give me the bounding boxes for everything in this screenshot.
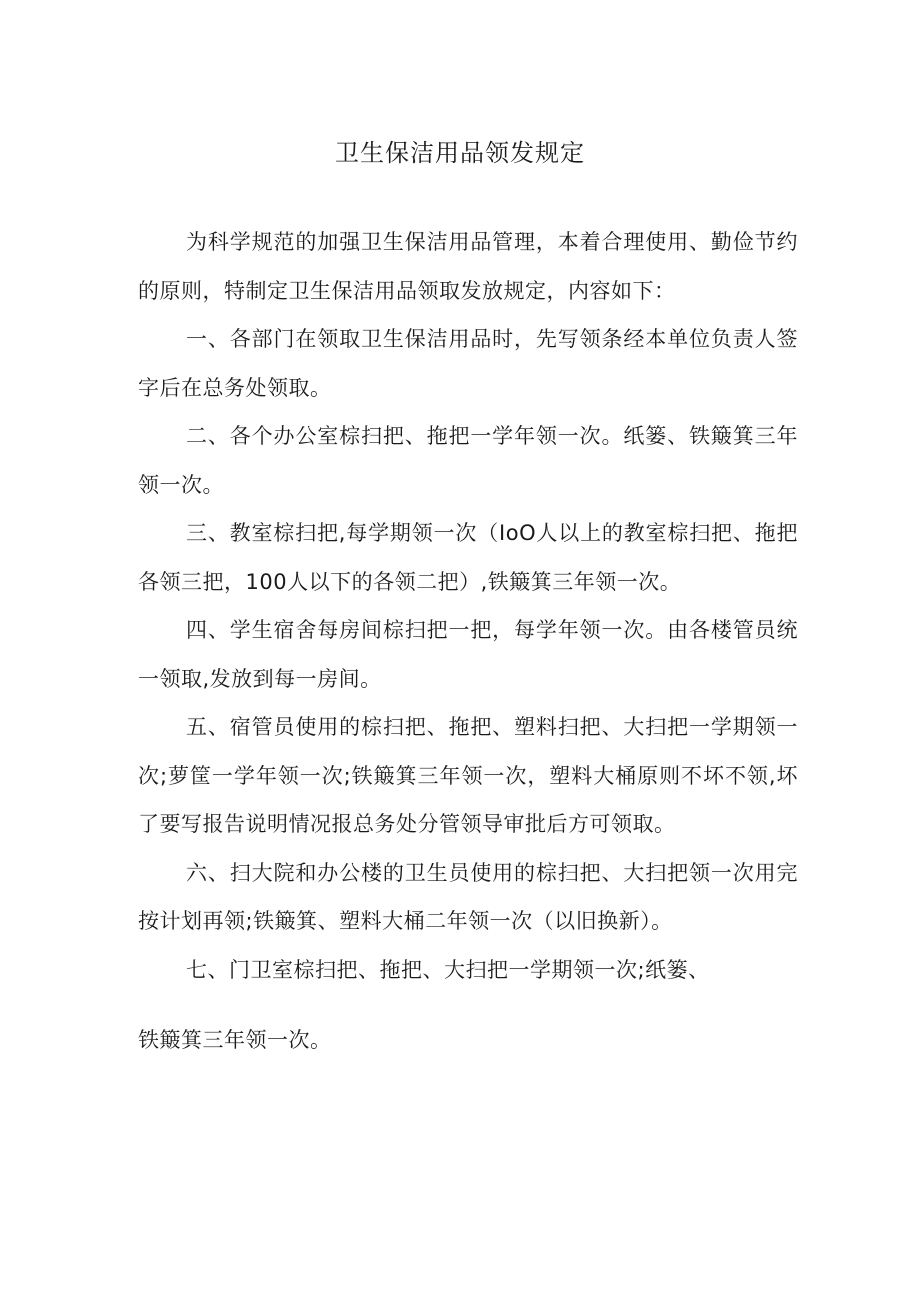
document-body — [138, 218, 798, 1065]
paragraph-rule-1: 一、各部门在领取卫生保洁用品时，先写领条经本单位负责人签字后在总务处领取。 — [138, 327, 798, 400]
paragraph-rule-7-continuation: 铁簸箕三年领一次。 — [138, 1028, 332, 1052]
paragraph-rule-6: 六、扫大院和办公楼的卫生员使用的棕扫把、大扫把领一次用完按计划再领;铁簸箕、塑料大桶二年领一次（以旧换新）。 — [138, 860, 798, 933]
paragraph-rule-7: 七、门卫室棕扫把、拖把、大扫把一学期领一次;纸篓、 — [186, 957, 710, 982]
paragraph-intro: 为科学规范的加强卫生保洁用品管理，本着合理使用、勤俭节约的原则，特制定卫生保洁用品领取发放规定，内容如下： — [138, 230, 798, 303]
paragraph-rule-5: 五、宿管员使用的棕扫把、拖把、塑料扫把、大扫把一学期领一次;萝筐一学年领一次;铁簸箕三年领一次，塑料大桶原则不坏不领,坏了要写报告说明情况报总务处分管领导审批后方可领取。 — [138, 715, 798, 836]
paragraph-rule-2: 二、各个办公室棕扫把、拖把一学年领一次。纸篓、铁簸箕三年领一次。 — [138, 424, 798, 497]
paragraph-rule-3: 三、教室棕扫把,每学期领一次（IoO人以上的教室棕扫把、拖把各领三把，100人以下的各领二把）,铁簸箕三年领一次。 — [138, 521, 798, 594]
paragraph-rule-4: 四、学生宿舍每房间棕扫把一把，每学年领一次。由各楼管员统一领取,发放到每一房间。 — [138, 618, 798, 691]
document-title: 卫生保洁用品领发规定 — [335, 139, 585, 167]
